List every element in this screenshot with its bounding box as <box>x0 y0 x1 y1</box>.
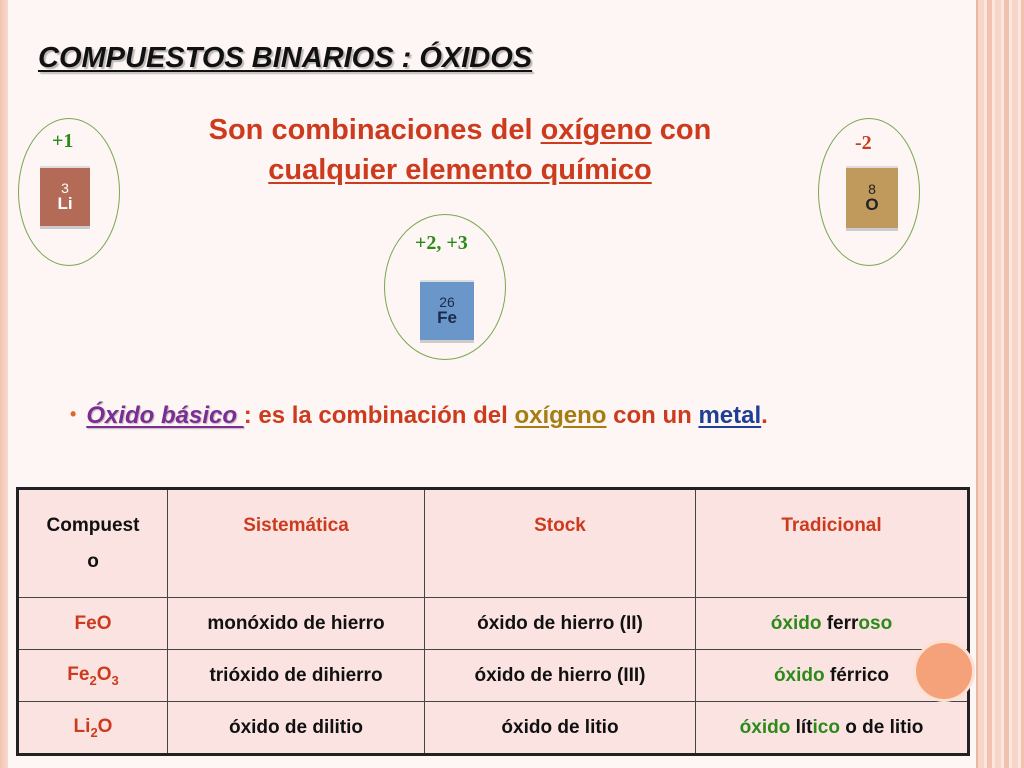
formula-o: O <box>97 715 113 737</box>
element-symbol-o: O <box>865 195 879 215</box>
cell-stock: óxido de hierro (III) <box>425 650 696 702</box>
cell-stock: óxido de litio <box>425 702 696 755</box>
header-compuesto-b: o <box>87 551 99 572</box>
table-row <box>18 702 969 755</box>
cell-sistematica: monóxido de hierro <box>168 598 425 650</box>
subtitle-pre: Son combinaciones del <box>208 114 541 146</box>
header-compuesto <box>18 489 168 598</box>
cell-stock: óxido de hierro (II) <box>425 598 696 650</box>
decorative-orb <box>913 640 975 702</box>
formula-fe2o3 <box>18 650 168 702</box>
element-tile-li <box>40 166 90 229</box>
subtitle <box>130 110 790 190</box>
tradicional-root: férrico <box>824 664 890 686</box>
definition-metal: metal <box>698 402 762 429</box>
definition-term: Óxido básico <box>86 402 244 429</box>
oxidation-state-fe: +2, +3 <box>415 232 468 254</box>
header-stock: Stock <box>425 489 696 598</box>
header-compuesto-a: Compuest <box>46 515 140 536</box>
cell-sistematica: trióxido de dihierro <box>168 650 425 702</box>
formula-feo <box>18 598 168 650</box>
table-row <box>18 598 969 650</box>
tradicional-oxido: óxido <box>770 612 822 634</box>
tradicional-oxido: óxido <box>739 716 791 738</box>
formula-o: O <box>96 612 112 634</box>
header-tradicional: Tradicional <box>696 489 969 598</box>
element-tile-fe <box>420 280 474 343</box>
tradicional-oxido: óxido <box>773 664 825 686</box>
left-border-decoration <box>0 0 8 768</box>
definition-mid: con un <box>606 402 699 429</box>
element-symbol-fe: Fe <box>437 308 457 328</box>
tradicional-root: ferr <box>821 612 859 634</box>
right-border-decoration <box>978 0 1024 768</box>
definition-colon: : es la combinación del <box>243 402 515 429</box>
cell-tradicional <box>696 702 969 755</box>
formula-fe: Fe <box>67 663 90 685</box>
oxidation-state-o: -2 <box>855 132 872 154</box>
oxides-table <box>16 487 970 756</box>
tradicional-root: lít <box>790 716 813 738</box>
formula-fe: Fe <box>74 612 97 634</box>
tradicional-alt: o de litio <box>839 716 924 738</box>
formula-li: Li <box>73 715 91 737</box>
definition-end: . <box>761 402 768 429</box>
header-sistematica: Sistemática <box>168 489 425 598</box>
element-tile-o <box>846 166 898 231</box>
formula-sub-3: 3 <box>111 672 119 688</box>
subtitle-mid: con <box>651 114 712 146</box>
definition-oxygen: oxígeno <box>514 402 607 429</box>
tradicional-suffix: oso <box>858 612 893 634</box>
cell-tradicional <box>696 598 969 650</box>
tradicional-suffix: ico <box>812 716 840 738</box>
oxidation-state-li: +1 <box>52 130 74 152</box>
element-number-o: 8 <box>868 180 876 197</box>
subtitle-rest: cualquier elemento químico <box>268 154 652 186</box>
cell-sistematica: óxido de dilitio <box>168 702 425 755</box>
definition-bullet <box>70 402 768 430</box>
table-row <box>18 650 969 702</box>
formula-li2o <box>18 702 168 755</box>
formula-sub-2: 2 <box>90 724 98 740</box>
slide-title: COMPUESTOS BINARIOS : ÓXIDOS <box>38 42 533 74</box>
element-number-li: 3 <box>61 179 69 196</box>
bullet-icon: • <box>70 404 77 424</box>
formula-o: O <box>96 663 112 685</box>
subtitle-oxygen: oxígeno <box>540 114 652 146</box>
element-symbol-li: Li <box>57 194 73 214</box>
formula-sub-2: 2 <box>89 672 97 688</box>
table-header-row <box>18 489 969 598</box>
element-number-fe: 26 <box>439 293 455 310</box>
